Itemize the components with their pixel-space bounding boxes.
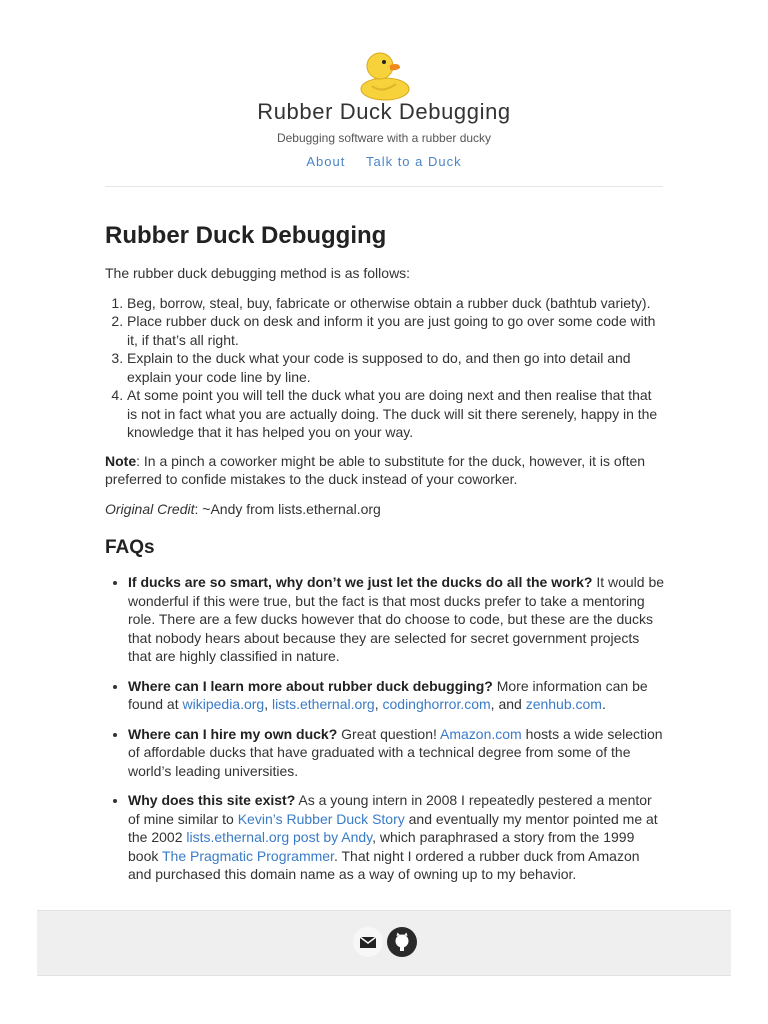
faq-answer: As a young intern in 2008 I repeatedly pestered a mentor of mine similar to [128, 792, 652, 827]
note-paragraph [105, 452, 665, 489]
main-content [105, 220, 665, 895]
main-nav [105, 154, 663, 169]
faq-answer: . [601, 696, 606, 712]
faq-answer: , [374, 696, 383, 712]
faq-item [128, 677, 665, 714]
faq-list [105, 573, 665, 884]
link-kevins-story[interactable]: Kevin’s Rubber Duck Story [237, 810, 405, 827]
faq-question: If ducks are so smart, why don’t we just let the ducks do all the work? [128, 574, 593, 590]
site-footer [37, 910, 731, 976]
faq-answer: , and [490, 696, 526, 712]
intro-text: The rubber duck debugging method is as follows: [105, 265, 411, 281]
site-title[interactable]: Rubber Duck Debugging [257, 99, 511, 124]
steps-list [105, 294, 665, 442]
faq-question: Why does this site exist? [128, 792, 296, 808]
nav-talk-to-a-duck[interactable]: Talk to a Duck [365, 154, 462, 169]
page-title: Rubber Duck Debugging [105, 222, 387, 249]
faq-item [128, 725, 665, 781]
step-item: 3. Explain to the duck what your code is supposed to do, and then go into detail and explain your code line by line. [127, 349, 665, 386]
link-wikipedia[interactable]: wikipedia.org [182, 696, 265, 712]
faq-answer: hosts a wide selection of affordable ducks that have graduated with a technical degree from some of the world’s leading universities. [128, 725, 663, 779]
rubber-duck-icon[interactable] [356, 46, 414, 104]
faq-question: Where can I hire my own duck? [128, 725, 338, 742]
faq-question: Where can I learn more about rubber duck debugging? [128, 677, 493, 694]
nav-about[interactable]: About [306, 154, 346, 169]
faq-answer: , which paraphrased a story from the 1999 book [128, 829, 635, 864]
faq-answer: It would be wonderful if this were true, but the fact is that most ducks prefer to take a mentoring role. There are a few ducks however that do choose to code, but these are the ducks that nobody hears about because they are selected for secret government projects that are highly classified in nature. [128, 574, 665, 664]
note-label: Note [105, 452, 137, 469]
faq-item [128, 573, 665, 666]
note-text: : In a pinch a coworker might be able to substitute for the duck, however, it is often preferred to confide mistakes to the duck instead of your coworker. [105, 452, 646, 487]
step-item: 2. Place rubber duck on desk and inform it you are just going to go over some code with it, if that’s all right. [127, 312, 665, 349]
faq-answer: . That night I ordered a rubber duck from Amazon and purchased this domain name as a way of owning up to my behavior. [128, 847, 640, 882]
mail-icon[interactable] [353, 927, 383, 957]
link-codinghorror[interactable]: codinghorror.com [382, 696, 491, 712]
faq-answer: and eventually my mentor pointed me at the 2002 [128, 810, 658, 845]
credit-paragraph [105, 500, 665, 519]
github-icon[interactable] [387, 927, 417, 957]
step-item: 4. At some point you will tell the duck what you are doing next and then realise that that is not in fact what you are actually doing. The duck will sit there serenely, happy in the knowledge that it has helped you on your way. [127, 386, 665, 442]
link-amazon[interactable]: Amazon.com [440, 725, 522, 742]
faqs-heading: FAQs [105, 537, 155, 558]
step-item: 1. Beg, borrow, steal, buy, fabricate or otherwise obtain a rubber duck (bathtub variety). [127, 294, 665, 313]
credit-label: Original Credit [105, 500, 195, 517]
site-subtitle: Debugging software with a rubber ducky [276, 131, 492, 145]
faq-answer: More information can be found at [128, 677, 648, 712]
masthead [105, 0, 663, 187]
faq-answer: Great question! [337, 725, 441, 742]
faq-answer: , [264, 696, 272, 712]
link-lists-ethernal[interactable]: lists.ethernal.org [272, 696, 375, 712]
faq-item [128, 791, 665, 884]
link-zenhub[interactable]: zenhub.com [525, 696, 602, 712]
credit-text: : ~Andy from lists.ethernal.org [194, 500, 381, 517]
link-andy-post[interactable]: lists.ethernal.org post by Andy [186, 829, 373, 845]
link-pragmatic-programmer[interactable]: The Pragmatic Programmer [162, 847, 334, 864]
